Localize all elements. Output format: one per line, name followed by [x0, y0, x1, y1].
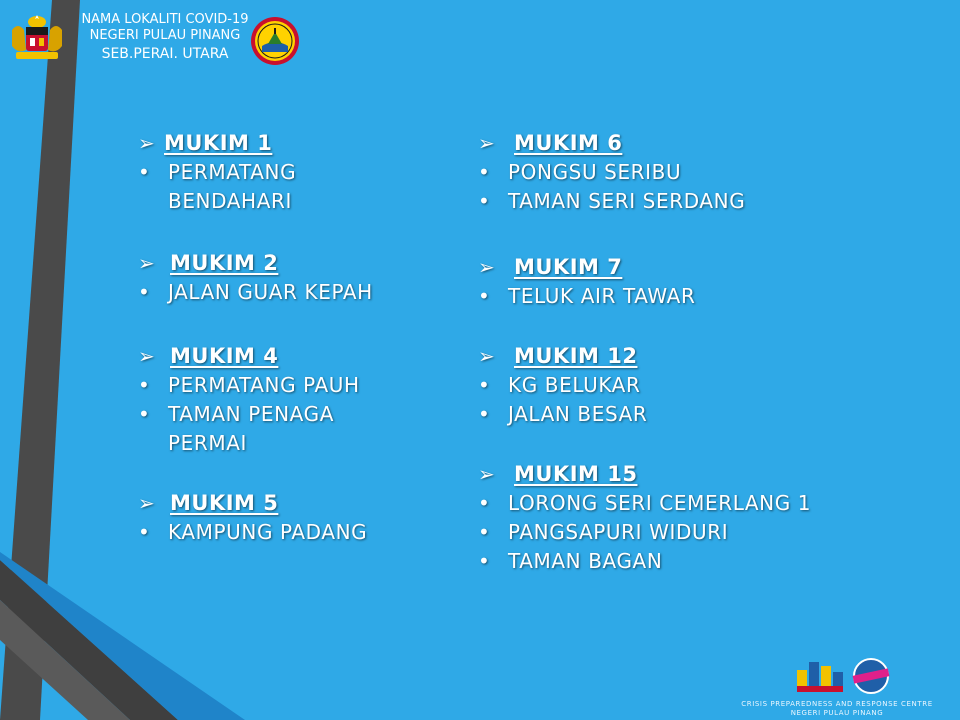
dot-bullet-icon: •	[478, 491, 491, 515]
header-title	[70, 12, 260, 62]
mukim-title: MUKIM 6	[514, 131, 623, 155]
dot-bullet-icon: •	[478, 160, 491, 184]
locality-name: TAMAN SERI SERDANG	[508, 189, 746, 213]
locality-item	[478, 400, 647, 429]
arrowhead-bullet-icon: ➢	[138, 491, 156, 515]
mukim-group	[138, 248, 373, 307]
mukim-group	[478, 341, 647, 429]
header-line-2: NEGERI PULAU PINANG	[89, 28, 241, 43]
covid-badge-icon	[853, 659, 890, 693]
mukim-group	[478, 252, 695, 311]
mukim-group	[138, 488, 367, 547]
state-seal-icon	[250, 16, 300, 66]
arrowhead-bullet-icon: ➢	[478, 131, 496, 155]
dot-bullet-icon: •	[478, 402, 491, 426]
arrowhead-bullet-icon: ➢	[478, 344, 496, 368]
dot-bullet-icon: •	[138, 373, 151, 397]
locality-item	[478, 158, 745, 187]
mukim-title: MUKIM 15	[514, 462, 638, 486]
locality-name: LORONG SERI CEMERLANG 1	[508, 491, 812, 515]
mukim-title: MUKIM 1	[164, 131, 273, 155]
mukim-heading	[478, 459, 811, 489]
header-line-3: SEB.PERAI. UTARA	[101, 46, 229, 62]
dot-bullet-icon: •	[478, 284, 491, 308]
mukim-group	[478, 128, 745, 216]
locality-item	[478, 518, 811, 547]
locality-name: PONGSU SERIBU	[508, 160, 682, 184]
mukim-group	[138, 128, 318, 216]
mukim-group	[138, 341, 360, 458]
mukim-heading	[138, 488, 367, 518]
mukim-title: MUKIM 5	[170, 491, 279, 515]
mukim-group	[478, 459, 811, 576]
mukim-title: MUKIM 7	[514, 255, 623, 279]
mukim-heading	[478, 128, 745, 158]
locality-name: TAMAN PENAGA PERMAI	[168, 402, 334, 455]
header-line-1: NAMA LOKALITI COVID-19	[81, 12, 249, 27]
locality-name: TELUK AIR TAWAR	[508, 284, 696, 308]
mukim-title: MUKIM 12	[514, 344, 638, 368]
mukim-title: MUKIM 4	[170, 344, 279, 368]
dot-bullet-icon: •	[138, 402, 151, 426]
locality-item	[138, 158, 318, 216]
locality-name: JALAN BESAR	[508, 402, 648, 426]
dot-bullet-icon: •	[138, 160, 151, 184]
mukim-heading	[138, 248, 373, 278]
locality-item	[138, 400, 360, 458]
mukim-heading	[478, 252, 695, 282]
arrowhead-bullet-icon: ➢	[138, 344, 156, 368]
locality-item	[478, 282, 695, 311]
locality-name: TAMAN BAGAN	[508, 549, 663, 573]
arrowhead-bullet-icon: ➢	[138, 131, 156, 155]
mukim-heading	[138, 341, 360, 371]
dot-bullet-icon: •	[478, 373, 491, 397]
locality-name: PERMATANG PAUH	[168, 373, 360, 397]
cprc-logo-icon	[797, 662, 843, 692]
dot-bullet-icon: •	[478, 549, 491, 573]
locality-name: KAMPUNG PADANG	[168, 520, 368, 544]
footer-line-1: CRISIS PREPAREDNESS AND RESPONSE CENTRE	[741, 700, 933, 708]
locality-item	[138, 278, 373, 307]
locality-item	[138, 371, 360, 400]
dot-bullet-icon: •	[478, 189, 491, 213]
locality-name: PERMATANG BENDAHARI	[168, 160, 297, 213]
locality-item	[478, 187, 745, 216]
arrowhead-bullet-icon: ➢	[478, 462, 496, 486]
mukim-heading	[138, 128, 318, 158]
locality-item	[478, 489, 811, 518]
arrowhead-bullet-icon: ➢	[138, 251, 156, 275]
footer-logos	[795, 656, 895, 696]
dot-bullet-icon: •	[478, 520, 491, 544]
locality-name: KG BELUKAR	[508, 373, 641, 397]
locality-item	[138, 518, 367, 547]
dot-bullet-icon: •	[138, 520, 151, 544]
locality-name: PANGSAPURI WIDURI	[508, 520, 729, 544]
coat-of-arms-icon	[6, 12, 68, 64]
locality-item	[478, 371, 647, 400]
footer-org-name	[722, 700, 952, 718]
dot-bullet-icon: •	[138, 280, 151, 304]
arrowhead-bullet-icon: ➢	[478, 255, 496, 279]
locality-name: JALAN GUAR KEPAH	[168, 280, 373, 304]
footer-line-2: NEGERI PULAU PINANG	[790, 709, 884, 717]
locality-item	[478, 547, 811, 576]
mukim-heading	[478, 341, 647, 371]
mukim-title: MUKIM 2	[170, 251, 279, 275]
